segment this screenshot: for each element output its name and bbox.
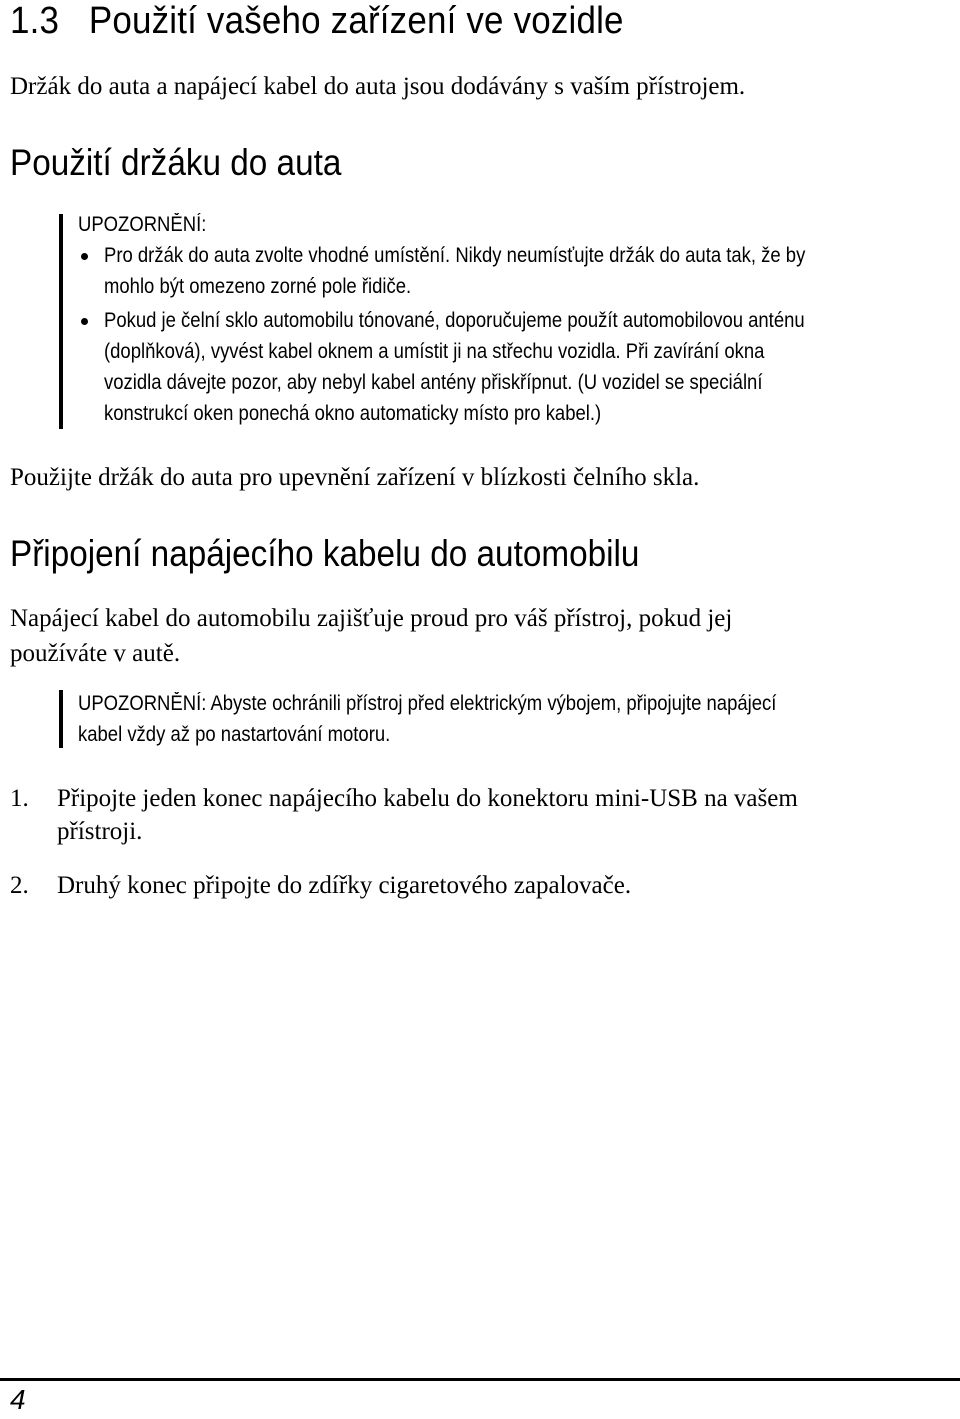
cable-caution-line-1: UPOZORNĚNÍ: Abyste ochránili přístroj před elektrickým výbojem, připojujte napájecí <box>78 692 777 715</box>
cable-caution-line-2: kabel vždy až po nastartování motoru. <box>78 723 391 746</box>
caution-bullet-2-line-1: Pokud je čelní sklo automobilu tónované, doporučujeme použít automobilovou anténu <box>104 309 805 332</box>
step-number: 1. <box>10 785 29 812</box>
bullet-icon <box>81 253 88 260</box>
section-number: 1.3 <box>10 0 60 42</box>
step-2-line-1: Druhý konec připojte do zdířky cigaretového zapalovače. <box>57 872 632 899</box>
step-number: 2. <box>10 872 29 899</box>
section-title <box>10 0 624 43</box>
caution-label: UPOZORNĚNÍ: <box>78 692 207 715</box>
caution-bullet-2-line-3: vozidla dávejte pozor, aby nebyl kabel antény přiskřípnut. (U vozidel se speciální <box>104 371 763 394</box>
page-number: 4 <box>10 1384 26 1415</box>
caution-bullet-1-line-1: Pro držák do auta zvolte vhodné umístění. Nikdy neumísťujte držák do auta tak, že by <box>104 244 806 267</box>
holder-paragraph: Použijte držák do auta pro upevnění zařízení v blízkosti čelního skla. <box>10 464 700 491</box>
caution-bullet-2-line-2: (doplňková), vyvést kabel oknem a umístit ji na střechu vozidla. Při zavírání okna <box>104 340 765 363</box>
step-1-line-1: Připojte jeden konec napájecího kabelu do konektoru mini-USB na vašem <box>57 785 798 812</box>
step-1-line-2: přístroji. <box>57 818 143 845</box>
section-title-text: Použití vašeho zařízení ve vozidle <box>88 0 624 42</box>
caution-bar <box>59 214 63 429</box>
caution-label: UPOZORNĚNÍ: <box>78 213 207 236</box>
cable-paragraph-line-2: používáte v autě. <box>10 640 181 667</box>
footer-rule <box>0 1378 960 1381</box>
caution-bullet-2-line-4: konstrukcí oken ponechá okno automaticky místo pro kabel.) <box>104 402 602 425</box>
cable-paragraph-line-1: Napájecí kabel do automobilu zajišťuje proud pro váš přístroj, pokud jej <box>10 605 733 632</box>
cable-heading: Připojení napájecího kabelu do automobilu <box>10 533 640 574</box>
caution-bullet-1-line-2: mohlo být omezeno zorné pole řidiče. <box>104 275 412 298</box>
intro-paragraph: Držák do auta a napájecí kabel do auta jsou dodávány s vaším přístrojem. <box>10 73 746 100</box>
caution-bar <box>59 690 63 748</box>
holder-heading: Použití držáku do auta <box>10 142 342 183</box>
bullet-icon <box>81 318 88 325</box>
